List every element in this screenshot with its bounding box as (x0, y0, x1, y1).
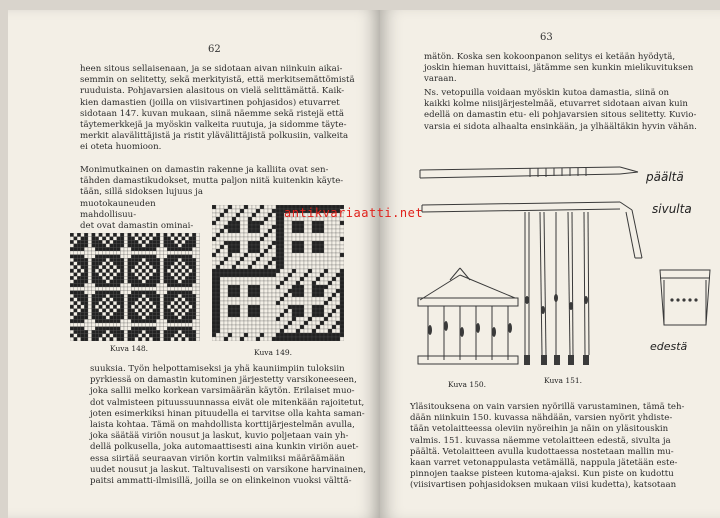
watermark-text: antikvariaatti.net (284, 206, 424, 220)
damask-pattern-figure-148 (70, 233, 200, 341)
text-line: ei oteta huomioon. (80, 142, 162, 153)
left-paragraph-3 (90, 364, 368, 487)
text-line: det ovat damastin ominai- (80, 221, 194, 232)
damask-pattern-figure-149 (212, 205, 344, 341)
text-line: dään niinkuin 150. kuvassa nähdään, varsien nyörit yhdiste- (410, 413, 673, 424)
text-line: sidotaan 147. kuvan mukaan, siinä näemme sekä ristejä että (80, 108, 344, 119)
caption-figure-149: Kuva 149. (254, 348, 293, 357)
text-line: kien damastien (joilla on viisivartinen pohjasidos) etuvarret (80, 97, 340, 108)
text-line: Yläsitouksena on vain varsien nyörillä varustaminen, tämä teh- (410, 402, 685, 412)
text-line: dot valmisteen pituussuunnassa eivät ole mitenkään rajoitetut, (90, 397, 365, 408)
text-line: joka sallii melko korkean varsimäärän käytön. Erilaiset muo- (90, 386, 355, 397)
text-line: joka säätää viriön nousut ja laskut, kuvio poljetaan vain yh- (90, 431, 349, 442)
text-line: laista kohtaa. Tämä on mahdollista korttijärjestelmän avulla, (90, 420, 355, 431)
right-paragraph-3 (410, 402, 710, 492)
text-line: päältä. Vetolaitteen avulla kudottaessa nostetaan mallin mu- (410, 446, 674, 457)
text-line: joten esimerkiksi hinan pituudella ei tarvitse olla kahta saman- (90, 408, 365, 419)
page-number-left: 62 (208, 44, 221, 55)
right-paragraph-1 (424, 52, 706, 86)
text-line: essa siirtää seuraavan viriön kortin valmiiksi määräämään (90, 453, 345, 464)
text-line: tään, sillä sidoksen lujuus ja (80, 187, 203, 198)
text-line: kaan varret vetonappulasta vetämällä, nappula jätetään este- (410, 458, 678, 469)
right-paragraph-2 (424, 88, 706, 133)
text-line: valmis. 151. kuvassa näemme vetolaitteen edestä, sivulta ja (410, 435, 671, 446)
text-line: täytemerkkejä ja myöskin valkeita ruutuja, ja sidomme täyte- (80, 120, 347, 131)
text-line: kaikki kolme niisijärjestelmää, etuvarret sidotaan aivan kuin (424, 99, 688, 110)
text-line: paitsi ammatti-ilmisillä, joilla se on elinkeinon vuoksi välttä- (90, 476, 352, 487)
right-page (380, 10, 720, 518)
text-line: (viisivartisen pohjasidoksen mukaan viisi kudetta), katsotaan (410, 480, 677, 491)
book-spread (8, 10, 720, 518)
text-line: varaan. (424, 74, 457, 85)
page-number-right: 63 (540, 32, 553, 43)
text-line: suuksia. Työn helpottamiseksi ja yhä kauniimpiin tuloksiin (90, 364, 345, 374)
text-line: tähden damastikudokset, mutta paljon niitä kuitenkin käyte- (80, 176, 344, 187)
text-line: joskin hieman huvittaisi, jätämme sen kunkin mielikuvituksen (424, 63, 694, 74)
text-line: varsia ei sidota alhaalta ensinkään, ja ylhäältäkin hyvin vähän. (424, 121, 697, 132)
text-line: merkit alavälittäjistä ja ristit ylävälittäjistä polkusiin, valkeita (80, 131, 349, 142)
caption-figure-150: Kuva 150. (448, 380, 487, 389)
text-line: mätön. Koska sen kokoonpanon selitys ei ketään hyödytä, (424, 52, 676, 62)
text-line: pinnojen taakse pisteen kutoma-ajaksi. Kun piste on kudottu (410, 469, 674, 480)
text-line: Ns. vetopuilla voidaan myöskin kutoa damastia, siinä on (424, 88, 670, 98)
label-sivulta: sivulta (652, 202, 692, 216)
caption-figure-151: Kuva 151. (544, 376, 583, 385)
drawloom-figures-150-151 (410, 150, 715, 400)
text-line: edellä on damastin etu- eli pohjavarsien sitous selitetty. Kuvio- (424, 110, 697, 121)
text-line: muotokauneuden mahdollisuu- (80, 198, 156, 220)
text-line: ruuduista. Pohjavarsien alasitous on vielä selittämättä. Kaik- (80, 86, 345, 97)
label-paalta: päältä (646, 170, 684, 184)
label-edesta: edestä (650, 340, 688, 353)
text-line: tään vetolaitteessa oleviin nyöreihin ja näin on yläsitouskin (410, 424, 669, 435)
text-line: uudet nousut ja laskut. Taltuvalisesti on varsikone harvinainen, (90, 464, 366, 475)
text-line: pyrkiessä on damastin kutominen järjestetty varsikoneeseen, (90, 375, 357, 386)
text-line: semmin on selitetty, sekä merkityistä, että merkitsemättömistä (80, 75, 355, 86)
left-paragraph-1 (80, 64, 364, 154)
caption-figure-148: Kuva 148. (110, 344, 149, 353)
left-page (8, 10, 380, 518)
text-line: dellä polkusella, joka automaattisesti aina kunkin viriön auet- (90, 442, 359, 453)
text-line: heen sitous sellaisenaan, ja se sidotaan aivan niinkuin aikai- (80, 64, 343, 74)
text-line: Monimutkainen on damastin rakenne ja kalliita ovat sen- (80, 165, 329, 175)
